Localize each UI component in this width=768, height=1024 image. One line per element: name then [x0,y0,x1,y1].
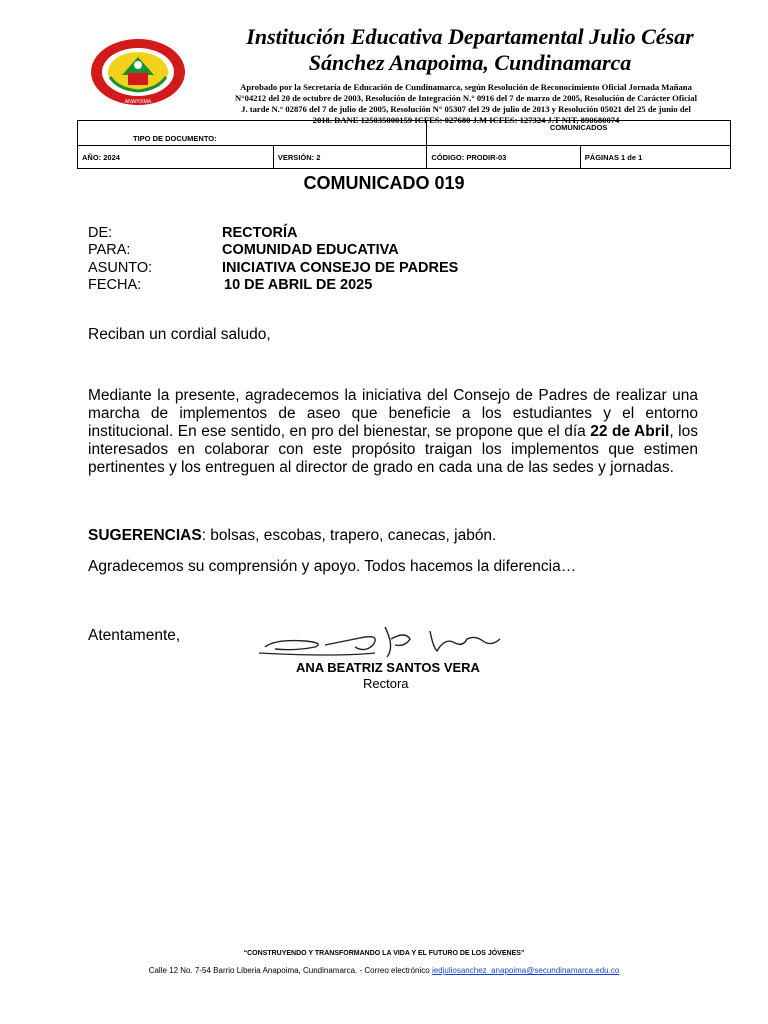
suggestions-text: : bolsas, escobas, trapero, canecas, jabón. [201,527,497,544]
field-label: DE: [88,225,113,241]
suggestions [88,527,698,545]
signer-role: Rectora [363,676,409,691]
main-text-after: , los interesados en colaborar con este propósito traigan los implementos que estimen pertinentes y los entreguen al director de grado en cada una de las sedes y jornadas. [88,423,698,476]
highlight-date: 22 de Abril [590,423,670,440]
approval-line: J. tarde N.° 02876 del 7 de julio de 2005, Resolución N° 05307 del 29 de julio de 2013 y Resolución 05021 del 25 de junio del [241,104,691,114]
greeting: Reciban un cordial saludo, [88,326,271,343]
suggestions-label: SUGERENCIAS [88,527,202,544]
document-meta-table [77,120,731,169]
field-from [88,224,297,242]
approval-line: 2018. DANE 125035000159 ICFES: 027680 J.M ICFES: 127324 J.T NIT, 890680074 [312,115,620,125]
field-label: FECHA: [88,277,142,293]
field-label: PARA: [88,242,131,258]
institution-title [200,24,740,76]
signature [255,617,525,665]
meta-version: VERSIÓN: 2 [273,146,426,169]
footer-address [0,966,768,975]
logo-bottom-text: ANAPOIMA [124,99,152,105]
document-title: COMUNICADO 019 [303,173,465,193]
meta-year: AÑO: 2024 [78,146,274,169]
institution-logo [88,37,188,107]
field-to [88,241,399,259]
doc-type-value: COMUNICADOS [427,121,731,146]
field-value: INICIATIVA CONSEJO DE PADRES [222,260,459,276]
approval-line: Aprobado por la Secretaría de Educación de Cundinamarca, según Resolución de Reconocimiento Oficial Jornada Mañana [240,82,692,92]
footer-address-text: Calle 12 No. 7-54 Barrio Liberia Anapoima, Cundinamarca. - Correo electrónico [148,966,432,975]
field-subject [88,259,458,277]
field-value: RECTORÍA [222,225,298,241]
field-label: ASUNTO: [88,260,153,276]
field-value: 10 DE ABRIL DE 2025 [224,277,373,293]
main-paragraph [88,387,698,477]
signer-name: ANA BEATRIZ SANTOS VERA [296,660,480,675]
main-text-before: Mediante la presente, agradecemos la iniciativa del Consejo de Padres de realizar una marcha de implementos de aseo que beneficie a los estudiantes y el entorno institucional. En ese sentido, en pro del bienestar, se propone que el día [88,387,698,440]
field-date [88,276,372,294]
meta-pages: PÁGINAS 1 de 1 [580,146,730,169]
footer-motto: “CONSTRUYENDO Y TRANSFORMANDO LA VIDA Y EL FUTURO DE LOS JÓVENES” [243,950,525,957]
approval-line: N°04212 del 20 de octubre de 2003, Resolución de Integración N.° 0916 del 7 de marzo de 2005, Resolución de Carácter Oficial [235,93,697,103]
meta-code: CÓDIGO: PRODIR-03 [427,146,580,169]
institution-title-line1: Institución Educativa Departamental Julio César [246,24,694,49]
field-value: COMUNIDAD EDUCATIVA [222,242,399,258]
institution-title-line2: Sánchez Anapoima, Cundinamarca [308,50,632,75]
salutation: Atentamente, [88,627,181,644]
thanks: Agradecemos su comprensión y apoyo. Todos hacemos la diferencia… [88,558,577,575]
doc-type-label: TIPO DE DOCUMENTO: [78,121,427,146]
footer-email-link[interactable]: iedjuliosanchez_anapoima@secundinamarca.edu.co [431,966,620,975]
